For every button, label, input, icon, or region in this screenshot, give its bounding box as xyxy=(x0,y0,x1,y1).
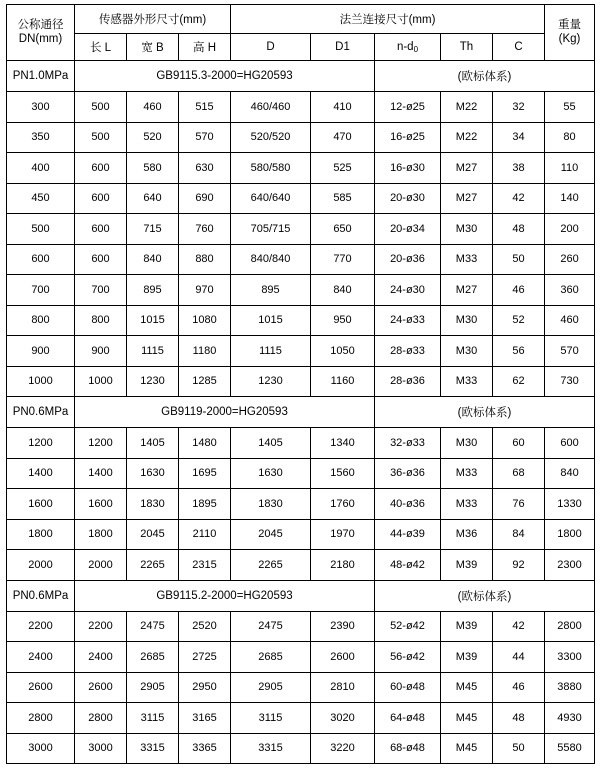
table-row xyxy=(7,550,595,581)
cell-length: 600 xyxy=(75,183,127,214)
cell-th: M45 xyxy=(441,672,493,703)
cell-length: 1200 xyxy=(75,428,127,459)
cell-height: 3165 xyxy=(179,703,231,734)
cell-d1: 410 xyxy=(311,92,375,123)
header-bolt-subscript: 0 xyxy=(413,45,419,54)
cell-d: 2905 xyxy=(231,672,311,703)
cell-weight: 2800 xyxy=(545,611,595,642)
table-row xyxy=(7,92,595,123)
header-group-sensor: 传感器外形尺寸(mm) xyxy=(75,5,231,34)
cell-bolt: 44-ø39 xyxy=(375,519,441,550)
header-dn-line1: 公称通径 xyxy=(17,19,64,32)
cell-weight: 1330 xyxy=(545,489,595,520)
cell-length: 1800 xyxy=(75,519,127,550)
cell-bolt: 40-ø36 xyxy=(375,489,441,520)
cell-th: M45 xyxy=(441,733,493,764)
cell-width: 460 xyxy=(127,92,179,123)
cell-th: M33 xyxy=(441,489,493,520)
cell-c: 42 xyxy=(493,183,545,214)
cell-length: 700 xyxy=(75,275,127,306)
cell-length: 600 xyxy=(75,153,127,184)
cell-dn: 2600 xyxy=(7,672,75,703)
cell-th: M30 xyxy=(441,428,493,459)
cell-d: 2265 xyxy=(231,550,311,581)
cell-width: 1230 xyxy=(127,366,179,397)
cell-d: 1830 xyxy=(231,489,311,520)
cell-height: 2950 xyxy=(179,672,231,703)
cell-bolt: 20-ø30 xyxy=(375,183,441,214)
cell-dn: 350 xyxy=(7,122,75,153)
cell-weight: 360 xyxy=(545,275,595,306)
table-row xyxy=(7,183,595,214)
cell-dn: 2400 xyxy=(7,642,75,673)
cell-dn: 1600 xyxy=(7,489,75,520)
cell-length: 3000 xyxy=(75,733,127,764)
cell-d1: 470 xyxy=(311,122,375,153)
cell-bolt: 20-ø36 xyxy=(375,244,441,275)
dimension-table xyxy=(6,4,595,764)
cell-weight: 110 xyxy=(545,153,595,184)
cell-c: 50 xyxy=(493,733,545,764)
cell-width: 840 xyxy=(127,244,179,275)
table-body xyxy=(7,61,595,764)
cell-th: M39 xyxy=(441,611,493,642)
group-pressure: PN0.6MPa xyxy=(7,397,75,428)
cell-length: 2200 xyxy=(75,611,127,642)
cell-dn: 2800 xyxy=(7,703,75,734)
cell-width: 520 xyxy=(127,122,179,153)
cell-d1: 525 xyxy=(311,153,375,184)
cell-height: 1080 xyxy=(179,305,231,336)
table-row xyxy=(7,305,595,336)
cell-height: 1285 xyxy=(179,366,231,397)
cell-height: 2110 xyxy=(179,519,231,550)
cell-weight: 3300 xyxy=(545,642,595,673)
table-row xyxy=(7,519,595,550)
cell-th: M39 xyxy=(441,642,493,673)
cell-height: 880 xyxy=(179,244,231,275)
cell-c: 34 xyxy=(493,122,545,153)
table-row xyxy=(7,366,595,397)
cell-dn: 1000 xyxy=(7,366,75,397)
table-row xyxy=(7,428,595,459)
header-row-top xyxy=(7,5,595,34)
cell-bolt: 68-ø48 xyxy=(375,733,441,764)
cell-th: M33 xyxy=(441,458,493,489)
cell-height: 515 xyxy=(179,92,231,123)
cell-bolt: 48-ø42 xyxy=(375,550,441,581)
cell-d1: 1050 xyxy=(311,336,375,367)
cell-c: 38 xyxy=(493,153,545,184)
cell-d1: 585 xyxy=(311,183,375,214)
cell-width: 580 xyxy=(127,153,179,184)
header-d: D xyxy=(231,34,311,61)
cell-height: 1480 xyxy=(179,428,231,459)
header-dn xyxy=(7,5,75,61)
cell-d1: 840 xyxy=(311,275,375,306)
cell-d: 2685 xyxy=(231,642,311,673)
table-row xyxy=(7,703,595,734)
cell-c: 68 xyxy=(493,458,545,489)
cell-weight: 840 xyxy=(545,458,595,489)
cell-c: 46 xyxy=(493,672,545,703)
cell-bolt: 60-ø48 xyxy=(375,672,441,703)
cell-bolt: 24-ø33 xyxy=(375,305,441,336)
cell-bolt: 28-ø36 xyxy=(375,366,441,397)
cell-c: 62 xyxy=(493,366,545,397)
cell-dn: 800 xyxy=(7,305,75,336)
cell-weight: 5580 xyxy=(545,733,595,764)
cell-length: 600 xyxy=(75,244,127,275)
cell-dn: 600 xyxy=(7,244,75,275)
cell-dn: 450 xyxy=(7,183,75,214)
cell-bolt: 52-ø42 xyxy=(375,611,441,642)
cell-weight: 55 xyxy=(545,92,595,123)
cell-height: 1695 xyxy=(179,458,231,489)
cell-c: 60 xyxy=(493,428,545,459)
cell-c: 84 xyxy=(493,519,545,550)
cell-width: 2685 xyxy=(127,642,179,673)
cell-bolt: 16-ø25 xyxy=(375,122,441,153)
table-row xyxy=(7,153,595,184)
cell-bolt: 32-ø33 xyxy=(375,428,441,459)
cell-th: M30 xyxy=(441,305,493,336)
cell-dn: 500 xyxy=(7,214,75,245)
cell-d: 2045 xyxy=(231,519,311,550)
cell-width: 1015 xyxy=(127,305,179,336)
cell-dn: 300 xyxy=(7,92,75,123)
cell-width: 895 xyxy=(127,275,179,306)
cell-d: 1405 xyxy=(231,428,311,459)
cell-d1: 650 xyxy=(311,214,375,245)
cell-d: 705/715 xyxy=(231,214,311,245)
cell-width: 1405 xyxy=(127,428,179,459)
cell-dn: 400 xyxy=(7,153,75,184)
cell-d: 3115 xyxy=(231,703,311,734)
cell-d1: 1560 xyxy=(311,458,375,489)
cell-width: 1115 xyxy=(127,336,179,367)
cell-weight: 730 xyxy=(545,366,595,397)
cell-height: 2520 xyxy=(179,611,231,642)
cell-height: 760 xyxy=(179,214,231,245)
cell-height: 970 xyxy=(179,275,231,306)
cell-weight: 1800 xyxy=(545,519,595,550)
cell-weight: 2300 xyxy=(545,550,595,581)
cell-th: M22 xyxy=(441,92,493,123)
cell-width: 2475 xyxy=(127,611,179,642)
cell-height: 2315 xyxy=(179,550,231,581)
table-row xyxy=(7,244,595,275)
cell-height: 3365 xyxy=(179,733,231,764)
header-bolt-text: n-d xyxy=(396,41,414,53)
header-row-sub xyxy=(7,34,595,61)
cell-length: 1400 xyxy=(75,458,127,489)
header-length: 长 L xyxy=(75,34,127,61)
table-header xyxy=(7,5,595,61)
cell-d1: 2180 xyxy=(311,550,375,581)
cell-dn: 700 xyxy=(7,275,75,306)
cell-c: 48 xyxy=(493,703,545,734)
table-row xyxy=(7,214,595,245)
cell-c: 32 xyxy=(493,92,545,123)
cell-width: 1630 xyxy=(127,458,179,489)
cell-dn: 1400 xyxy=(7,458,75,489)
header-bolt xyxy=(375,34,441,61)
cell-length: 500 xyxy=(75,122,127,153)
cell-width: 640 xyxy=(127,183,179,214)
cell-weight: 570 xyxy=(545,336,595,367)
cell-d1: 1340 xyxy=(311,428,375,459)
cell-d: 1115 xyxy=(231,336,311,367)
cell-dn: 1800 xyxy=(7,519,75,550)
cell-c: 52 xyxy=(493,305,545,336)
cell-th: M33 xyxy=(441,366,493,397)
cell-width: 715 xyxy=(127,214,179,245)
cell-d1: 3020 xyxy=(311,703,375,734)
cell-bolt: 24-ø30 xyxy=(375,275,441,306)
cell-d1: 1760 xyxy=(311,489,375,520)
cell-th: M30 xyxy=(441,214,493,245)
cell-d: 520/520 xyxy=(231,122,311,153)
cell-height: 1180 xyxy=(179,336,231,367)
cell-d: 580/580 xyxy=(231,153,311,184)
header-weight xyxy=(545,5,595,61)
cell-width: 2045 xyxy=(127,519,179,550)
cell-weight: 200 xyxy=(545,214,595,245)
cell-dn: 3000 xyxy=(7,733,75,764)
cell-c: 56 xyxy=(493,336,545,367)
cell-c: 44 xyxy=(493,642,545,673)
cell-height: 1895 xyxy=(179,489,231,520)
cell-th: M45 xyxy=(441,703,493,734)
cell-d1: 2600 xyxy=(311,642,375,673)
table-row xyxy=(7,122,595,153)
group-standard: GB9115.3-2000=HG20593 xyxy=(75,61,375,92)
cell-c: 42 xyxy=(493,611,545,642)
header-weight-line1: 重量 xyxy=(558,19,582,32)
group-pressure: PN1.0MPa xyxy=(7,61,75,92)
cell-weight: 80 xyxy=(545,122,595,153)
cell-height: 570 xyxy=(179,122,231,153)
cell-bolt: 20-ø34 xyxy=(375,214,441,245)
cell-d: 460/460 xyxy=(231,92,311,123)
cell-d1: 950 xyxy=(311,305,375,336)
cell-width: 1830 xyxy=(127,489,179,520)
header-width: 宽 B xyxy=(127,34,179,61)
group-system: (欧标体系) xyxy=(375,397,595,428)
cell-length: 600 xyxy=(75,214,127,245)
cell-c: 46 xyxy=(493,275,545,306)
group-standard: GB9115.2-2000=HG20593 xyxy=(75,580,375,611)
cell-length: 800 xyxy=(75,305,127,336)
cell-length: 900 xyxy=(75,336,127,367)
cell-c: 50 xyxy=(493,244,545,275)
group-header-row xyxy=(7,397,595,428)
cell-th: M22 xyxy=(441,122,493,153)
cell-bolt: 28-ø33 xyxy=(375,336,441,367)
cell-bolt: 16-ø30 xyxy=(375,153,441,184)
cell-dn: 2000 xyxy=(7,550,75,581)
cell-weight: 140 xyxy=(545,183,595,214)
group-pressure: PN0.6MPa xyxy=(7,580,75,611)
group-standard: GB9119-2000=HG20593 xyxy=(75,397,375,428)
cell-length: 1000 xyxy=(75,366,127,397)
cell-bolt: 36-ø36 xyxy=(375,458,441,489)
header-dn-line2: DN(mm) xyxy=(18,32,63,45)
table-row xyxy=(7,489,595,520)
cell-d: 1630 xyxy=(231,458,311,489)
cell-height: 2725 xyxy=(179,642,231,673)
cell-weight: 600 xyxy=(545,428,595,459)
cell-bolt: 56-ø42 xyxy=(375,642,441,673)
table-row xyxy=(7,733,595,764)
table-row xyxy=(7,611,595,642)
cell-width: 3315 xyxy=(127,733,179,764)
cell-c: 76 xyxy=(493,489,545,520)
group-system: (欧标体系) xyxy=(375,61,595,92)
cell-height: 690 xyxy=(179,183,231,214)
cell-d1: 3220 xyxy=(311,733,375,764)
cell-bolt: 64-ø48 xyxy=(375,703,441,734)
cell-length: 2000 xyxy=(75,550,127,581)
cell-bolt: 12-ø25 xyxy=(375,92,441,123)
cell-th: M33 xyxy=(441,244,493,275)
cell-d: 2475 xyxy=(231,611,311,642)
header-d1: D1 xyxy=(311,34,375,61)
cell-width: 2905 xyxy=(127,672,179,703)
cell-length: 2800 xyxy=(75,703,127,734)
cell-weight: 4930 xyxy=(545,703,595,734)
group-system: (欧标体系) xyxy=(375,580,595,611)
cell-width: 2265 xyxy=(127,550,179,581)
cell-d: 3315 xyxy=(231,733,311,764)
cell-d: 840/840 xyxy=(231,244,311,275)
header-height: 高 H xyxy=(179,34,231,61)
cell-d: 640/640 xyxy=(231,183,311,214)
cell-th: M27 xyxy=(441,275,493,306)
table-row xyxy=(7,275,595,306)
cell-width: 3115 xyxy=(127,703,179,734)
cell-d1: 770 xyxy=(311,244,375,275)
table-row xyxy=(7,458,595,489)
group-header-row xyxy=(7,580,595,611)
header-weight-line2: (Kg) xyxy=(558,32,581,45)
cell-weight: 460 xyxy=(545,305,595,336)
cell-dn: 900 xyxy=(7,336,75,367)
cell-length: 1600 xyxy=(75,489,127,520)
cell-d: 1230 xyxy=(231,366,311,397)
cell-length: 2400 xyxy=(75,642,127,673)
header-c: C xyxy=(493,34,545,61)
cell-th: M36 xyxy=(441,519,493,550)
header-th: Th xyxy=(441,34,493,61)
cell-length: 500 xyxy=(75,92,127,123)
cell-d1: 2810 xyxy=(311,672,375,703)
cell-d: 895 xyxy=(231,275,311,306)
cell-dn: 1200 xyxy=(7,428,75,459)
table-row xyxy=(7,336,595,367)
cell-c: 48 xyxy=(493,214,545,245)
header-group-flange: 法兰连接尺寸(mm) xyxy=(231,5,545,34)
cell-d1: 1970 xyxy=(311,519,375,550)
cell-d1: 1160 xyxy=(311,366,375,397)
cell-c: 92 xyxy=(493,550,545,581)
cell-th: M30 xyxy=(441,336,493,367)
cell-length: 2600 xyxy=(75,672,127,703)
cell-d: 1015 xyxy=(231,305,311,336)
cell-dn: 2200 xyxy=(7,611,75,642)
cell-th: M27 xyxy=(441,153,493,184)
cell-height: 630 xyxy=(179,153,231,184)
cell-weight: 3880 xyxy=(545,672,595,703)
table-row xyxy=(7,672,595,703)
cell-th: M27 xyxy=(441,183,493,214)
group-header-row xyxy=(7,61,595,92)
table-row xyxy=(7,642,595,673)
cell-th: M39 xyxy=(441,550,493,581)
cell-weight: 260 xyxy=(545,244,595,275)
cell-d1: 2390 xyxy=(311,611,375,642)
